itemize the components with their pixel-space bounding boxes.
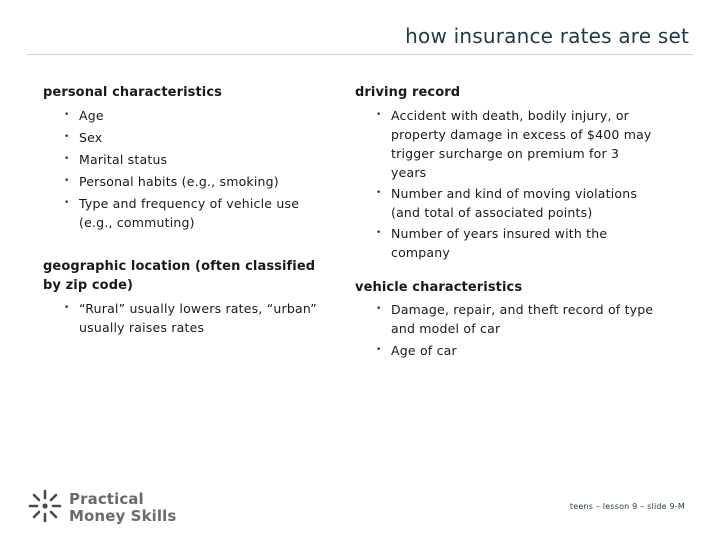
bullet-list: [43, 106, 333, 232]
section-heading: personal characteristics: [43, 85, 222, 100]
list-item: • Number and kind of moving violations (and total of associated points): [355, 184, 655, 222]
section-heading: driving record: [355, 85, 461, 100]
list-item: • “Rural” usually lowers rates, “urban” usually raises rates: [43, 299, 333, 337]
slide-footer: teens – lesson 9 – slide 9-M: [569, 502, 685, 511]
list-item: • Age: [43, 106, 333, 125]
practical-money-skills-logo: [27, 488, 176, 528]
right-column: [355, 83, 655, 363]
slide-title: how insurance rates are set: [405, 24, 689, 48]
sparkle-icon: [27, 488, 63, 528]
section-heading: vehicle characteristics: [355, 280, 523, 295]
vehicle-characteristics-section: [355, 278, 655, 360]
list-item: • Personal habits (e.g., smoking): [43, 172, 333, 191]
driving-record-section: [355, 83, 655, 262]
bullet-list: [355, 300, 655, 360]
list-item: • Age of car: [355, 341, 655, 360]
list-item: • Sex: [43, 128, 333, 147]
list-item: • Marital status: [43, 150, 333, 169]
title-divider: [27, 54, 693, 55]
list-item: • Damage, repair, and theft record of type and model of car: [355, 300, 655, 338]
logo-line-1: Practical: [69, 490, 144, 508]
logo-wordmark: [69, 491, 176, 525]
list-item: • Number of years insured with the company: [355, 224, 655, 262]
logo-line-2: Money Skills: [69, 507, 177, 525]
personal-characteristics-section: [43, 83, 333, 232]
geographic-location-section: [43, 257, 333, 337]
list-item: • Type and frequency of vehicle use (e.g., commuting): [43, 194, 333, 232]
bullet-list: [355, 106, 655, 262]
bullet-list: [43, 299, 333, 337]
section-heading: geographic location (often classified by zip code): [43, 259, 316, 293]
list-item: • Accident with death, bodily injury, or property damage in excess of $400 may trigger surcharge on premium for 3 years: [355, 106, 655, 182]
left-column: [43, 83, 333, 337]
